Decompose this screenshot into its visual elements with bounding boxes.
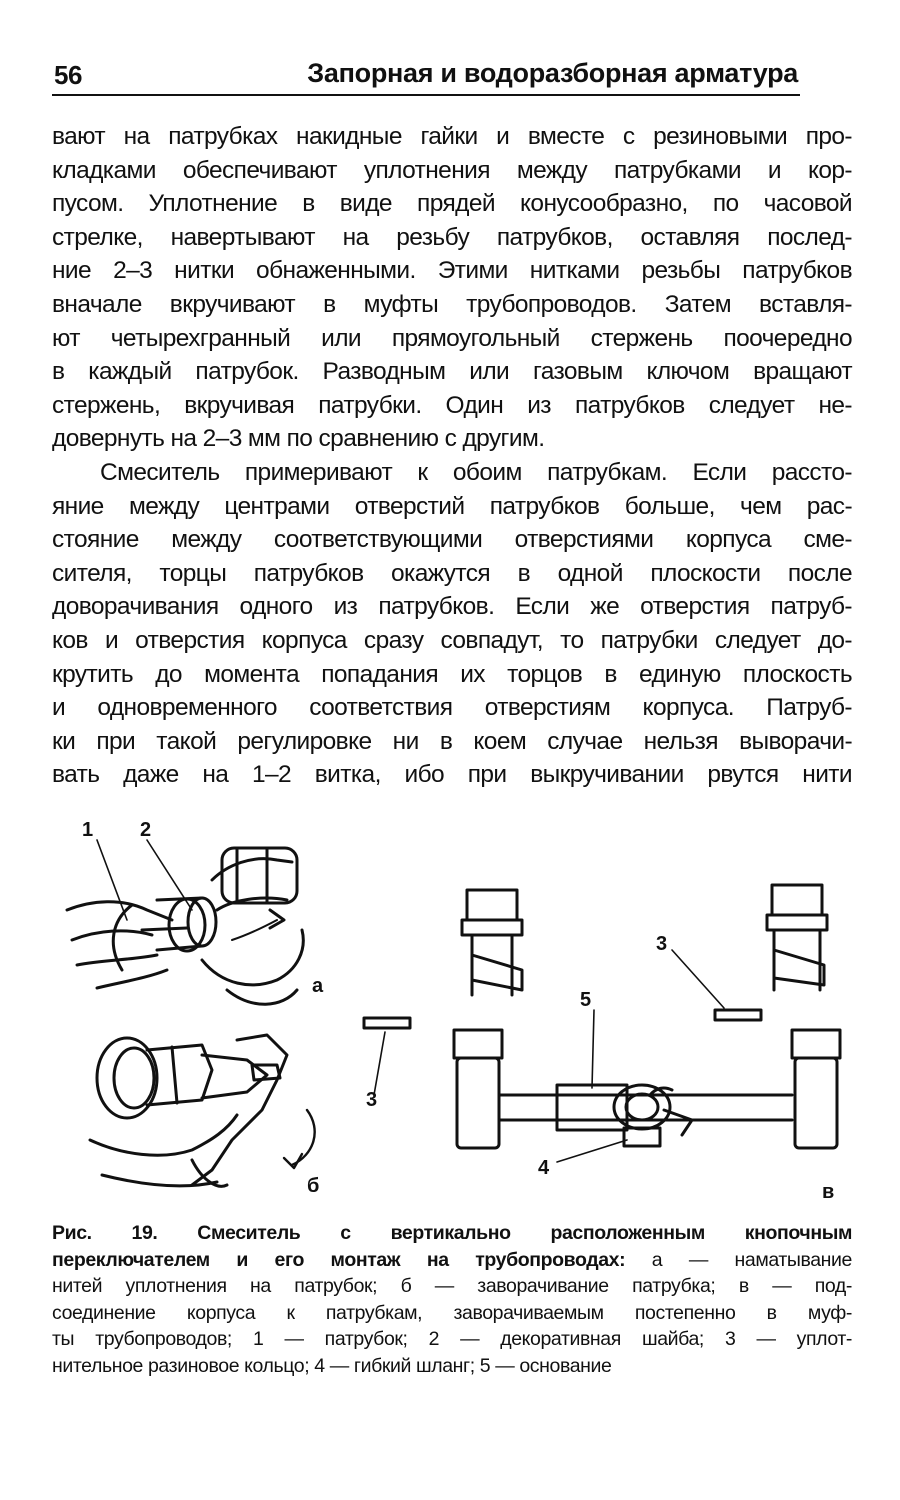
- paragraph-2: [52, 456, 852, 792]
- body-text: [52, 120, 852, 792]
- text-line: ков и отверстия корпуса сразу совпадут, то патрубки следует до-: [52, 626, 852, 654]
- caption-text: а — наматывание: [625, 1248, 852, 1271]
- text-line: вают на патрубках накидные гайки и вместе с резиновыми про-: [52, 123, 852, 150]
- text-line: ют четырехгранный или прямоугольный стержень поочередно: [52, 324, 852, 352]
- page-header: [52, 58, 800, 96]
- running-title: Запорная и водоразборная арматура: [307, 58, 798, 88]
- text-line: стояние между соответствующими отверстиями корпуса сме-: [52, 526, 852, 554]
- text-line: стержень, вкручивая патрубки. Один из патрубков следует не-: [52, 391, 852, 419]
- page-number: 56: [54, 60, 82, 90]
- text-line: доворачивания одного из патрубков. Если же отверстия патруб-: [52, 593, 852, 621]
- figure-caption: [52, 1220, 852, 1379]
- caption-line: [52, 1247, 852, 1274]
- text-line: сителя, торцы патрубков окажутся в одной плоскости после: [52, 559, 852, 587]
- text-line: вать даже на 1–2 витка, ибо при выкручивании рвутся нити: [52, 761, 852, 789]
- label-b: б: [307, 1175, 320, 1197]
- label-1: 1: [82, 819, 94, 841]
- label-2: 2: [140, 819, 152, 841]
- label-4: 4: [538, 1157, 550, 1179]
- text-line: ки при такой регулировке ни в коем случае нельзя выворачи-: [52, 727, 852, 755]
- label-a: а: [312, 975, 324, 997]
- hands-winding-icon: [67, 848, 303, 1004]
- caption-title: Рис. 19. Смеситель с вертикально расположенным кнопочным: [52, 1222, 852, 1244]
- caption-line: ты трубопроводов; 1 — патрубок; 2 — декоративная шайба; 3 — уплот-: [52, 1328, 852, 1350]
- caption-line: [52, 1220, 852, 1247]
- text-line: ние 2–3 нитки обнаженными. Этими нитками резьбы патрубков: [52, 257, 852, 285]
- text-line: вначале вкручивают в муфты трубопроводов. Затем вставля-: [52, 290, 852, 318]
- caption-line: соединение корпуса к патрубкам, заворачиваемым постепенно в муф-: [52, 1301, 852, 1324]
- caption-title-cont: переключателем и его монтаж на трубопроводах:: [52, 1248, 626, 1271]
- text-line: крутить до момента попадания их торцов в единую плоскость: [52, 660, 852, 688]
- text-line: в каждый патрубок. Разводным или газовым ключом вращают: [52, 358, 852, 386]
- caption-line: нительное разиновое кольцо; 4 — гибкий шланг; 5 — основание: [52, 1354, 612, 1377]
- mixer-body-icon: [454, 885, 840, 1148]
- paragraph-1: [52, 120, 852, 456]
- text-line: кладками обеспечивают уплотнения между патрубками и кор-: [52, 156, 852, 184]
- label-v: в: [822, 1181, 835, 1203]
- label-3-left: 3: [366, 1089, 378, 1111]
- text-line: довернуть на 2–3 мм по сравнению с другим.: [52, 425, 545, 453]
- text-line: яние между центрами отверстий патрубков больше, чем рас-: [52, 492, 852, 520]
- figure-19: [52, 810, 852, 1210]
- caption-line: нитей уплотнения на патрубок; б — заворачивание патрубка; в — под-: [52, 1275, 852, 1297]
- ring-left-icon: [364, 1018, 410, 1028]
- label-5: 5: [580, 989, 592, 1011]
- text-line: и одновременного соответствия отверстиям корпуса. Патруб-: [52, 694, 852, 722]
- text-line: Смеситель примеривают к обоим патрубкам. Если рассто-: [100, 458, 852, 486]
- ring-right-icon: [715, 1010, 761, 1020]
- text-line: пусом. Уплотнение в виде прядей конусообразно, по часовой: [52, 190, 852, 218]
- label-3-right: 3: [656, 933, 668, 955]
- text-line: стрелке, навертывают на резьбу патрубков, оставляя послед-: [52, 223, 852, 251]
- wrench-icon: [90, 1035, 315, 1186]
